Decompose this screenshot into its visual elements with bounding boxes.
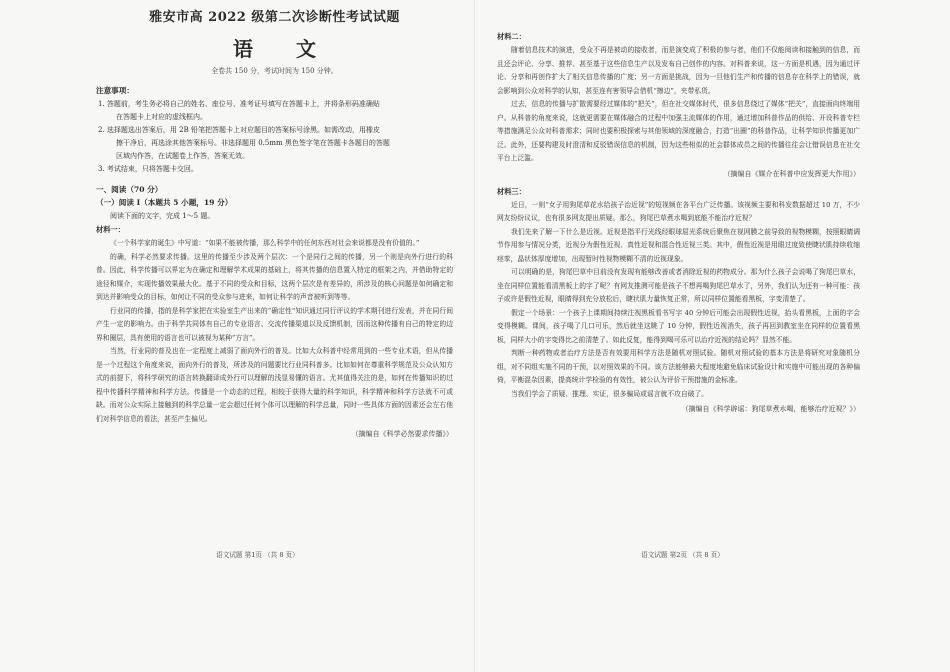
note-item: 3. 考试结束，只将答题卡交回。 bbox=[98, 165, 198, 173]
material2-paragraph: 过去，信息的传播与扩散需要经过媒体的“把关”，但在社交媒体时代，很多信息绕过了媒体“把关”，直接面向终端用户。从科普的角度来说，这就更需要在媒体融合的过程中加强主流媒体的作用，通过增加科普作品的供给、开设科普专栏等措施满足公众对科普需求；同时也要积极探索与其他领域的深度融合，打造“出圈”的科普作品，让科学知识传播更加广泛。此外，还要构建及时澄清和反驳错误信息的机制，因为这些相似的社会群体成员之间的传播往往会让错误信息在社交平台上泛滥。 bbox=[497, 100, 860, 162]
exam-meta: 全卷共 150 分，考试时间为 150 分钟。 bbox=[211, 67, 338, 75]
material1-paragraph: 当然，行业同的普及也在一定程度上减弱了面向外行的普及。比如大众科普中经常用到的一些专业术语，但从传播是一个过程这个角度来说，面向外行的普及，所涉及的问题要比行业同科普多。比如如何在尊重科学规范及公众认知方式的前提下，将科学研究的语言转换翻译成外行可以理解的浅显易懂的语言。尤其值得关注的是，如何在传播知识的过程中传播科学精神和科学方法。传播是一个动态的过程，相较于获得大量的科学知识，科学精神和科学方法就不可或缺。而对公众实际上接触到的科学总量一定会超过任何个体可以理解的科学总量，同时一些具体方面的因素还会左右他们对科学信息的看法，甚至产生偏见。 bbox=[96, 347, 453, 423]
material3-paragraph: 当我们学会了质疑、推理、实证，很多骗局或谣言就不攻自破了。 bbox=[511, 389, 709, 398]
notes-heading: 注意事项： bbox=[96, 86, 134, 95]
section-part: 一、阅读（70 分） bbox=[96, 185, 163, 194]
material1-paragraph: 的确，科学必然要求传播。这里的传播至少涉及两个层次：一个是同行之间的传播，另一个则是向外行进行的科普。因此，科学传播可以界定为在确定和理解学术成果的基础上，将其传播的信息置入特定的框架之内，并借助特定的途径和媒介，实现传播效果最大化。基于不同的受众和目标，这两个层次是有差异的，所涉及的核心问题是如何确定和到达并影响受众的目标，如何让不同的受众参与进来，如何让科学的声音被听到等等。 bbox=[96, 252, 453, 301]
material3-paragraph: 近日，一则“女子用狗尾草花水给孩子治近视”的短视频在各平台广泛传播。该视频主要和科发数据超过 10 万，不少网友纷纷议议，也有很多网友提出质疑。那么，狗尾巴草煮水喝到底能不能治疗近视？ bbox=[497, 200, 860, 222]
page-footer-right: 语文试题 第2页 （共 8 页） bbox=[641, 551, 724, 559]
material3-paragraph: 我们先来了解一下什么是近视。近视是指平行光线经眼球屈光系统后聚焦在视网膜之前导致的视物模糊，按照眼睛调节作用参与情况分类，近视分为假性近视、真性近视和混合性近视三类。其中，假性近视是用眼过度致使睫状肌持续收缩痉挛，晶状体厚度增加，出现暂时性视物模糊不清的近视现象。 bbox=[497, 227, 860, 263]
material1-source: （摘编自《科学必然要求传播》） bbox=[351, 430, 453, 438]
material1-paragraph: 行业同的传播，指的是科学家把在实验室生产出来的“确定性”知识通过同行评议的学术期刊进行发表，并在同行间产生一定的影响力。由于科学共同体有自己的专业语言、交流传播渠道以及反馈机制，因而这种传播有自己的特定的边界和圈层，具有使用的语言也可以被视为某种“方言”。 bbox=[96, 306, 453, 342]
material3-source: （摘编自《科学辟谣：狗尾草煮水喝，能够治疗近视？》） bbox=[681, 405, 860, 413]
material3-paragraph: 假定一个场景：一个孩子上课期间持续注视黑板看书写字 40 分钟后可能会出现假性近视，抬头看黑板，上面的字会变得模糊。课间，孩子喝了几口可乐，然后就坐这眺了 10 分钟，假性近视消失，孩子再回到教室坐在同样的位置看黑板，同样大小的字变得比之前清楚了。如此反复，能得到喝可乐可以治疗近视的结论吗？显然不能。 bbox=[497, 308, 860, 344]
exam-title: 雅安市高 2022 级第二次诊断性考试试题 bbox=[149, 10, 400, 25]
material3-label: 材料三： bbox=[497, 186, 526, 196]
page-right bbox=[475, 0, 950, 672]
material1-label: 材料一： bbox=[96, 225, 125, 234]
material1-paragraph: 《一个科学家的诞生》中写道：“如果不能被传播，那么科学中的任何东西对社会来说都是没有价值的。” bbox=[110, 239, 420, 247]
note-item: 区域内作答，在试题卷上作答，答案无效。 bbox=[116, 152, 249, 160]
material2-source: （摘编自《媒介在科普中应发挥更大作用》） bbox=[723, 169, 860, 178]
note-item: 擦干净后，再选涂其他答案标号。非选择题用 0.5mm 黑色签字笔在答题卡各题目的答题 bbox=[116, 139, 390, 147]
material3-paragraph: 可以明确的是，狗尾巴草中目前没有发现有能够改善或者消除近视的药物成分。那为什么孩子会说喝了狗尾巴草水，坐在同样位置能看清黑板上的字了呢？有网友推测可能是孩子不想再喝狗尾巴草水了，另外，我们认为还有一种可能：孩子或许是假性近视，眼睛得到充分放松后，睫状肌力量恢复正常，所以同样位置能看黑板，字变清楚了。 bbox=[497, 268, 860, 303]
material2-paragraph: 随着信息技术的演进，受众不再是被动的接收者，而是演变成了积极的参与者，他们不仅能阅读和接触到的信息，而且还会评论、分享、推荐、甚至基于这些信息生产以及发布自己创作的内容。对科普来说，这一方面是机遇，因为通过评论、分享和再创作扩大了相关信息传播的广度；另一方面是挑战，因为一旦他们生产和传播的信息存在科学上的错误，就会影响到公众对科学的认知，甚至连有害领导会借机“擦边”，夹带私货。 bbox=[497, 46, 860, 95]
material3-paragraph: 判断一种药物或者治疗方法是否有效要用科学方法是随机对照试验。随机对照试验的基本方法是将研究对象随机分组，对不同组实施不同的干预，以对照效果的不同。该方法能够最大程度地避免临床试验设计和实施中可能出现的各种偏倚，平衡混杂因素，提高统计学检验的有效性，被公认为评价干预措施的金标准。 bbox=[497, 349, 860, 384]
note-item: 2. 选择题选出答案后，用 2B 铅笔把答题卡上对应题目的答案标号涂黑。如需改动，用橡皮 bbox=[98, 126, 380, 134]
material2-label: 材料二： bbox=[497, 32, 526, 41]
note-item: 在答题卡上对应的虚线框内。 bbox=[116, 113, 207, 121]
section-sub: （一）阅读 I（本题共 5 小题，19 分） bbox=[96, 198, 233, 207]
note-item: 1. 答题前，考生务必将自己的姓名、座位号、准考证号填写在答题卡上，并将条形码准确贴 bbox=[98, 100, 380, 108]
page-footer-left: 语文试题 第1页 （共 8 页） bbox=[216, 551, 299, 559]
subject-title: 语 文 bbox=[233, 37, 334, 61]
section-instruction: 阅读下面的文字，完成 1～5 题。 bbox=[110, 212, 215, 220]
